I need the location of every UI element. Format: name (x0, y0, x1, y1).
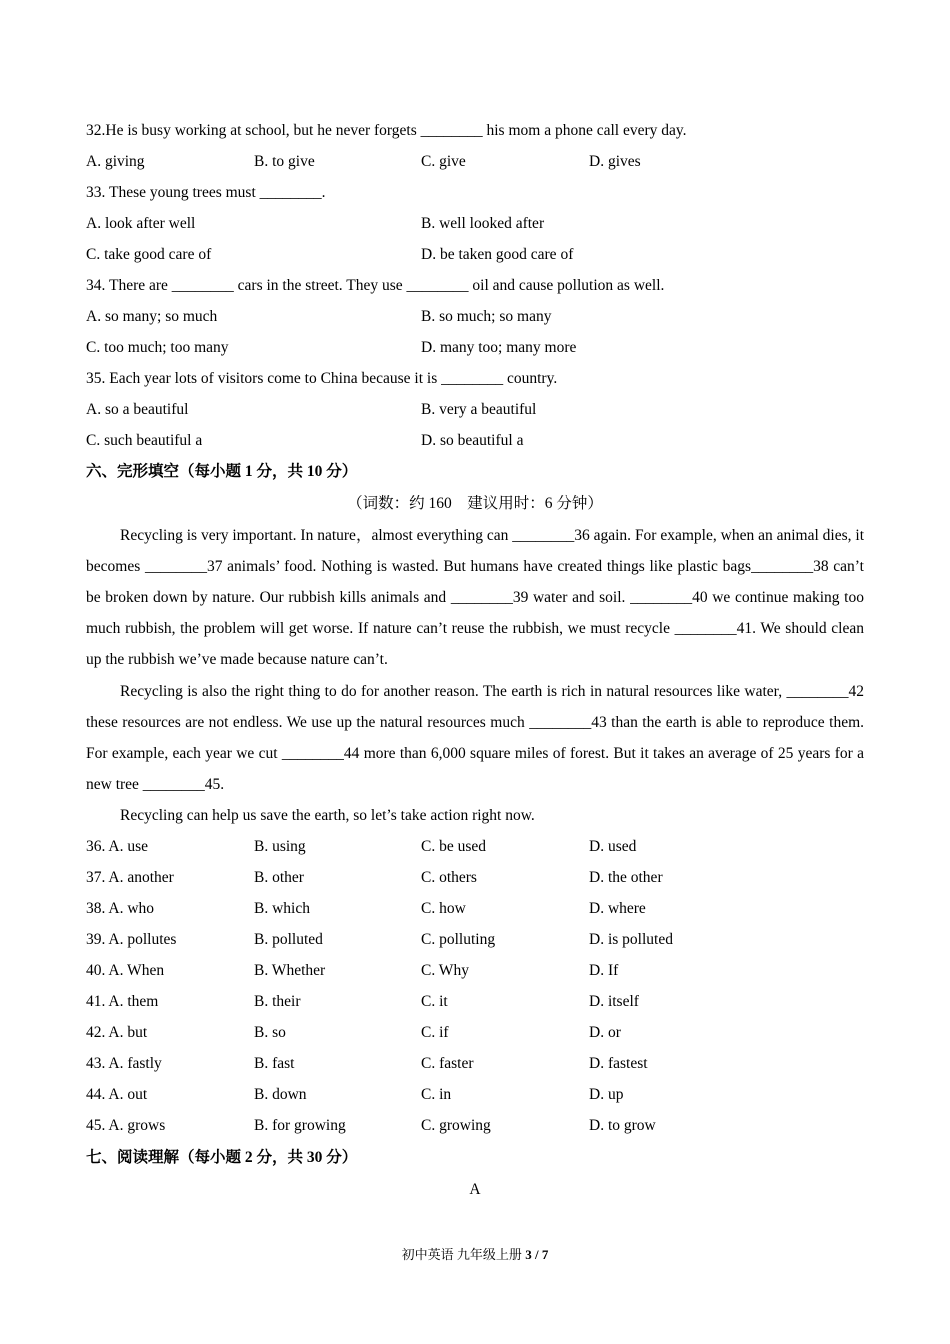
cloze-option-45-d: D. to grow (589, 1117, 656, 1134)
cloze-option-36-b: B. using (254, 838, 306, 855)
cloze-option-40-d: D. If (589, 962, 619, 979)
cloze-option-39-a: 39. A. pollutes (86, 931, 177, 948)
cloze-option-44-d: D. up (589, 1086, 624, 1103)
cloze-option-39-d: D. is polluted (589, 931, 673, 948)
question-33-option-d: D. be taken good care of (421, 246, 574, 263)
cloze-option-41-a: 41. A. them (86, 993, 159, 1010)
cloze-paragraph-2 (86, 676, 864, 800)
cloze-paragraph-3 (86, 800, 864, 831)
question-35-option-c: C. such beautiful a (86, 432, 203, 449)
cloze-option-40-a: 40. A. When (86, 962, 165, 979)
cloze-option-36-a: 36. A. use (86, 838, 148, 855)
question-32-option-c: C. give (421, 153, 466, 170)
cloze-option-45-b: B. for growing (254, 1117, 346, 1134)
question-35-option-a: A. so a beautiful (86, 401, 189, 418)
cloze-option-43-a: 43. A. fastly (86, 1055, 162, 1072)
footer-total-pages: 7 (541, 1247, 549, 1262)
question-33-option-a: A. look after well (86, 215, 196, 232)
cloze-option-36-c: C. be used (421, 838, 487, 855)
question-32-option-a: A. giving (86, 153, 145, 170)
cloze-option-40-c: C. Why (421, 962, 469, 979)
cloze-option-45-a: 45. A. grows (86, 1117, 166, 1134)
cloze-option-39-b: B. polluted (254, 931, 323, 948)
cloze-option-38-a: 38. A. who (86, 900, 155, 917)
cloze-option-43-c: C. faster (421, 1055, 474, 1072)
footer-page-number: 3 (525, 1247, 532, 1262)
cloze-option-45-c: C. growing (421, 1117, 491, 1134)
footer-separator: / (531, 1247, 542, 1262)
question-35-option-b: B. very a beautiful (421, 401, 537, 418)
question-34-stem: 34. There are ________ cars in the street. They use ________ oil and cause pollution as well. (86, 277, 665, 294)
cloze-option-41-d: D. itself (589, 993, 639, 1010)
cloze-paragraph-1-text: Recycling is very important. In nature，almost everything can ________36 again. For example, when an animal dies, it becomes ________37 animals’ food. Nothing is wasted. But humans have created things like plastic bags________38 can’t be broken down by nature. Our rubbish kills animals and ________39 water and soil. ________40 we continue making too much rubbish, the problem will get worse. If nature can’t reuse the rubbish, we must recycle ________41. We should clean up the rubbish we’ve made because nature can’t. (86, 527, 864, 668)
cloze-paragraph-1 (86, 520, 864, 675)
cloze-option-36-d: D. used (589, 838, 637, 855)
cloze-option-38-c: C. how (421, 900, 466, 917)
cloze-option-41-c: C. it (421, 993, 448, 1010)
cloze-option-42-d: D. or (589, 1024, 621, 1041)
cloze-option-44-b: B. down (254, 1086, 307, 1103)
question-35-stem: 35. Each year lots of visitors come to China because it is ________ country. (86, 370, 558, 387)
question-33-option-b: B. well looked after (421, 215, 545, 232)
question-32-stem: 32.He is busy working at school, but he never forgets ________ his mom a phone call every day. (86, 122, 687, 139)
cloze-option-37-b: B. other (254, 869, 304, 886)
question-35-option-d: D. so beautiful a (421, 432, 524, 449)
cloze-option-42-b: B. so (254, 1024, 286, 1041)
section-6-heading: 六、完形填空（每小题 1 分，共 10 分） (86, 463, 358, 480)
cloze-option-40-b: B. Whether (254, 962, 326, 979)
cloze-option-42-c: C. if (421, 1024, 449, 1041)
cloze-option-37-c: C. others (421, 869, 477, 886)
cloze-option-43-b: B. fast (254, 1055, 295, 1072)
question-34-option-a: A. so many; so much (86, 308, 218, 325)
cloze-option-38-d: D. where (589, 900, 646, 917)
question-34-option-d: D. many too; many more (421, 339, 577, 356)
footer-title: 初中英语 九年级上册 (401, 1247, 526, 1262)
cloze-option-38-b: B. which (254, 900, 310, 917)
cloze-option-39-c: C. polluting (421, 931, 496, 948)
cloze-option-42-a: 42. A. but (86, 1024, 148, 1041)
cloze-option-44-c: C. in (421, 1086, 452, 1103)
cloze-option-43-d: D. fastest (589, 1055, 648, 1072)
cloze-option-41-b: B. their (254, 993, 301, 1010)
cloze-paragraph-2-text: Recycling is also the right thing to do for another reason. The earth is rich in natural resources like water, ________42 these resources are not endless. We use up the natural resources much ________43 than the earth is able to reproduce them. For example, each year we cut ________44 more than 6,000 square miles of forest. But it takes an average of 25 years for a new tree ________45. (86, 683, 864, 793)
cloze-option-37-a: 37. A. another (86, 869, 174, 886)
cloze-option-44-a: 44. A. out (86, 1086, 148, 1103)
section-7-heading: 七、阅读理解（每小题 2 分，共 30 分） (86, 1149, 358, 1166)
question-32-option-b: B. to give (254, 153, 315, 170)
page-footer (0, 1246, 950, 1264)
question-32-option-d: D. gives (589, 153, 641, 170)
question-34-option-c: C. too much; too many (86, 339, 229, 356)
cloze-paragraph-3-text: Recycling can help us save the earth, so let’s take action right now. (120, 807, 535, 824)
cloze-option-37-d: D. the other (589, 869, 663, 886)
question-33-option-c: C. take good care of (86, 246, 212, 263)
section-6-meta: （词数：约 160 建议用时：6 分钟） (347, 495, 603, 512)
question-34-option-b: B. so much; so many (421, 308, 552, 325)
question-33-stem: 33. These young trees must ________. (86, 184, 326, 201)
passage-label: A (469, 1181, 481, 1198)
